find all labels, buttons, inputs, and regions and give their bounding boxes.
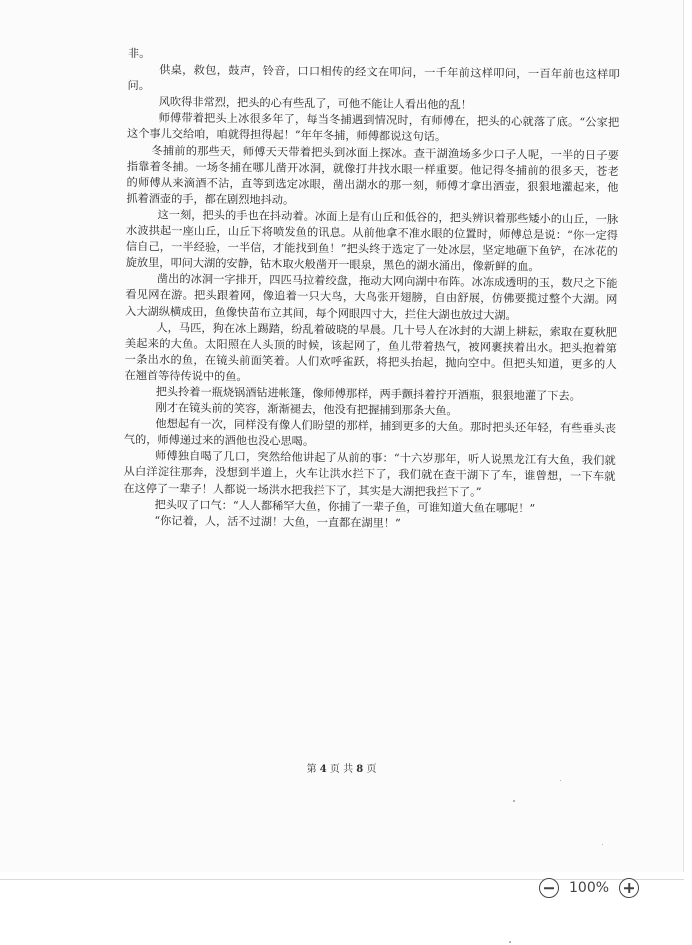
paragraph: 刚才在镜头前的笑容，渐渐褪去，他没有把握捕到那条大鱼。 bbox=[155, 401, 458, 418]
total-pages: 8 bbox=[356, 764, 364, 775]
current-page: 4 bbox=[319, 764, 327, 775]
page-number bbox=[0, 760, 683, 775]
page-number-middle: 页 共 bbox=[329, 764, 354, 775]
paragraph: 他想起有一次，同样没有像人们盼望的那样，捕到更多的大鱼。那时把头还年轻，有些垂头丧气的，师傅递过来的酒他也没心思喝。 bbox=[123, 417, 617, 449]
paragraph: 非。 bbox=[127, 46, 151, 61]
zoom-controls bbox=[539, 877, 639, 899]
paragraph: 这一刻，把头的手也在抖动着。冰面上是有山丘和低谷的，把头辨识着那些矮小的山丘，一脉水波拱起一座山丘，山丘下将喷发鱼的讯息。从前他拿不准水眼的位置时，师傅总是说：“你一定得信自己，一半经验，一半信，才能找到鱼！”把头终于选定了一处冰层，坚定地砸下鱼铲，在冰花的旋放里，叩问大湖的安静，钻木取火般凿开一眼泉，黑色的湖水涌出，像新鲜的血。 bbox=[125, 208, 619, 274]
scan-speck bbox=[513, 800, 515, 802]
scan-speck bbox=[602, 844, 603, 845]
paragraph: 师傅独自喝了几口，突然给他讲起了从前的事：“十六岁那年，听人说黑龙江有大鱼，我们就从白洋淀往那奔，没想到半道上，火车让洪水拦下了，我们就在查干湖下了车，谁曾想，一下车就在这停了一辈子！人都说一场洪水把我拦下了，其实是大湖把我拦下了。” bbox=[123, 449, 616, 499]
paragraph: 供桌，救包，鼓声，铃音，口口相传的经文在叩问，一千年前这样叩问，一百年前也这样叩问。 bbox=[127, 63, 620, 93]
zoom-level: 100% bbox=[569, 880, 610, 896]
paragraph: 冬捕前的那些天，师傅天天带着把头到冰面上探冰。查干湖渔场多少口子人呢，一半的日子要指靠着冬捕。一场冬捕在哪儿凿开冰洞，就像打井找水眼一样重要。他记得冬捕前的很多天，苍老的师傅从来滴酒不沾，直等到选定冰眼，凿出湖水的那一刻，师傅才拿出酒壶，狠狠地灌起来，他抓着酒壶的手，都在剧烈地抖动。 bbox=[126, 143, 619, 207]
viewer-border bbox=[683, 0, 684, 872]
paragraph: 把头拎着一瓶烧锅酒钻进帐篷，像师傅那样，两手颤抖着拧开酒瓶，狠狠地灌了下去。 bbox=[155, 385, 581, 403]
scan-speck bbox=[560, 780, 561, 781]
page-number-prefix: 第 bbox=[306, 764, 317, 775]
paragraph: 凿出的冰洞一字排开，四匹马拉着绞盘，拖动大网向湖中布阵。冰冻成透明的玉，数尺之下能看见网在游。把头跟着网，像追着一只大鸟，大鸟张开翅膀，自由舒展，仿佛要揽过整个大湖。网入大湖纵横成田，鱼像快苗布立其间，每个网眼四寸大，拦住大湖也放过大湖。 bbox=[125, 272, 618, 322]
zoom-out-button[interactable] bbox=[539, 878, 559, 898]
page-number-suffix: 页 bbox=[366, 764, 377, 775]
paragraph: 把头叹了口气：“人人都稀罕大鱼，你捕了一辈子鱼，可谁知道大鱼在哪呢！” bbox=[154, 497, 536, 515]
zoom-in-button[interactable] bbox=[619, 878, 639, 898]
paragraph: 风吹得非常烈，把头的心有些乱了，可他不能让人看出他的乱！ bbox=[158, 95, 473, 112]
scan-speck bbox=[509, 941, 511, 943]
paragraph: “你记着，人，活不过湖！大鱼，一直都在湖里！” bbox=[154, 514, 401, 530]
paragraph: 师傅带着把头上冰很多年了，每当冬捕遇到情况时，有师傅在，把头的心就落了底。“公家把这个事儿交给咱，咱就得担得起！”年年冬捕，师傅都说这句话。 bbox=[127, 111, 620, 144]
article-body bbox=[123, 46, 620, 534]
paragraph: 人，马匹，狗在冰上踢踏，纷乱着破晓的早晨。几十号人在冰封的大湖上耕耘，索取在夏秋肥美起来的大鱼。太阳照在人头顶的时候，该起网了，鱼儿带着热气，被网裹挟着出水。把头抱着第一条出水的鱼，在镜头前面笑着。人们欢呼雀跃，将把头抬起，抛向空中。但把头知道，更多的人在翘首等待传说中的鱼。 bbox=[124, 320, 618, 384]
